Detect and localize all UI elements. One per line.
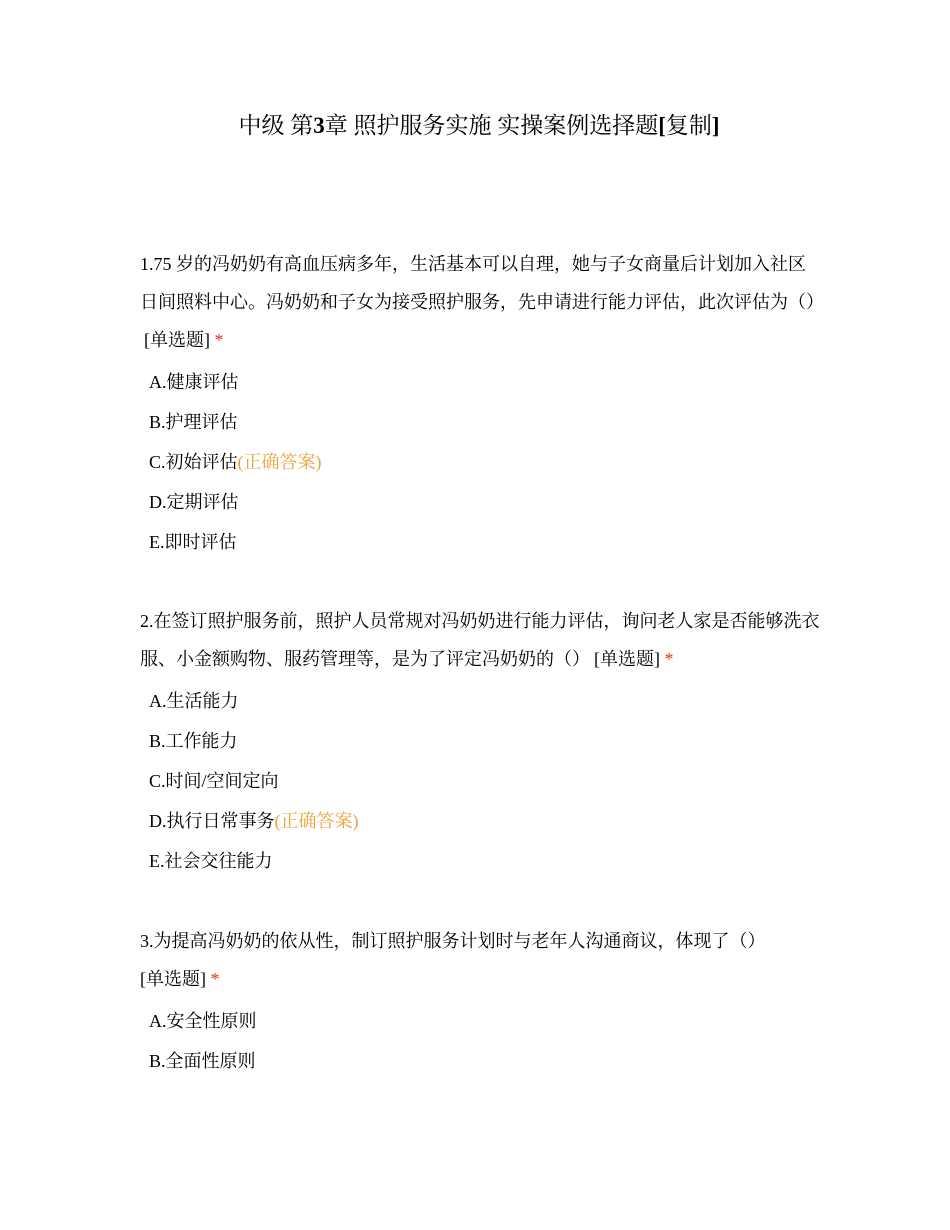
option-label: E.即时评估	[149, 532, 237, 552]
option-label: B.工作能力	[149, 731, 238, 751]
question-3-text: 为提高冯奶奶的依从性，制订照护服务计划时与老年人沟通商议，体现了（）	[153, 931, 766, 951]
question-2-option-e[interactable]	[149, 841, 820, 881]
question-1-type: [单选题]	[144, 330, 210, 350]
title-chapter-number: 3	[313, 113, 325, 138]
question-1-option-c[interactable]	[149, 442, 820, 482]
option-label: C.时间/空间定向	[149, 771, 279, 791]
question-3-option-a[interactable]	[149, 1001, 820, 1041]
option-label: B.全面性原则	[149, 1051, 256, 1071]
question-1-option-b[interactable]	[149, 402, 820, 442]
question-2-number: 2.	[140, 611, 154, 631]
option-label: B.护理评估	[149, 412, 238, 432]
question-1-option-d[interactable]	[149, 482, 820, 522]
option-label: D.定期评估	[149, 492, 239, 512]
question-1-number: 1.	[140, 254, 154, 274]
question-2	[140, 602, 820, 881]
question-3	[140, 922, 820, 1081]
title-copy-label: 复制	[665, 113, 712, 138]
question-1-text: 75 岁的冯奶奶有高血压病多年，生活基本可以自理，她与子女商量后计划加入社区日间照料中心。冯奶奶和子女为接受照护服务，先申请进行能力评估，此次评估为（）	[140, 254, 824, 312]
option-label: A.健康评估	[149, 372, 239, 392]
question-3-number: 3.	[140, 931, 154, 951]
correct-answer-note: (正确答案)	[274, 811, 359, 831]
title-text-prefix: 中级 第	[238, 113, 314, 138]
question-1-option-e[interactable]	[149, 522, 820, 562]
option-label: C.初始评估	[149, 452, 238, 472]
option-label: A.生活能力	[149, 691, 239, 711]
question-2-stem	[140, 602, 820, 678]
question-3-stem	[140, 922, 820, 998]
option-label: D.执行日常事务	[149, 811, 275, 831]
question-2-option-b[interactable]	[149, 721, 820, 761]
title-bracket-open: [	[658, 113, 666, 138]
question-2-text: 在签订照护服务前，照护人员常规对冯奶奶进行能力评估，询问老人家是否能够洗衣服、小金额购物、服药管理等，是为了评定冯奶奶的（）	[140, 611, 820, 669]
question-3-option-b[interactable]	[149, 1041, 820, 1081]
question-2-options	[140, 681, 820, 881]
title-bracket-close: ]	[711, 113, 720, 138]
question-1-options	[140, 362, 820, 562]
question-2-option-a[interactable]	[149, 681, 820, 721]
option-label: A.安全性原则	[149, 1011, 257, 1031]
question-3-options	[140, 1001, 820, 1081]
question-2-option-c[interactable]	[149, 761, 820, 801]
question-1-option-a[interactable]	[149, 362, 820, 402]
question-2-type: [单选题]	[594, 649, 660, 669]
question-1-stem	[140, 245, 824, 359]
correct-answer-note: (正确答案)	[237, 452, 322, 472]
title-text-main: 章 照护服务实施 实操案例选择题	[324, 113, 659, 138]
question-3-required-mark: *	[210, 969, 220, 989]
question-3-type: [单选题]	[140, 969, 206, 989]
question-2-option-d[interactable]	[149, 801, 820, 841]
question-1	[140, 245, 824, 562]
question-1-required-mark: *	[214, 330, 224, 350]
document-title	[0, 108, 950, 144]
question-2-required-mark: *	[664, 649, 674, 669]
option-label: E.社会交往能力	[149, 851, 273, 871]
